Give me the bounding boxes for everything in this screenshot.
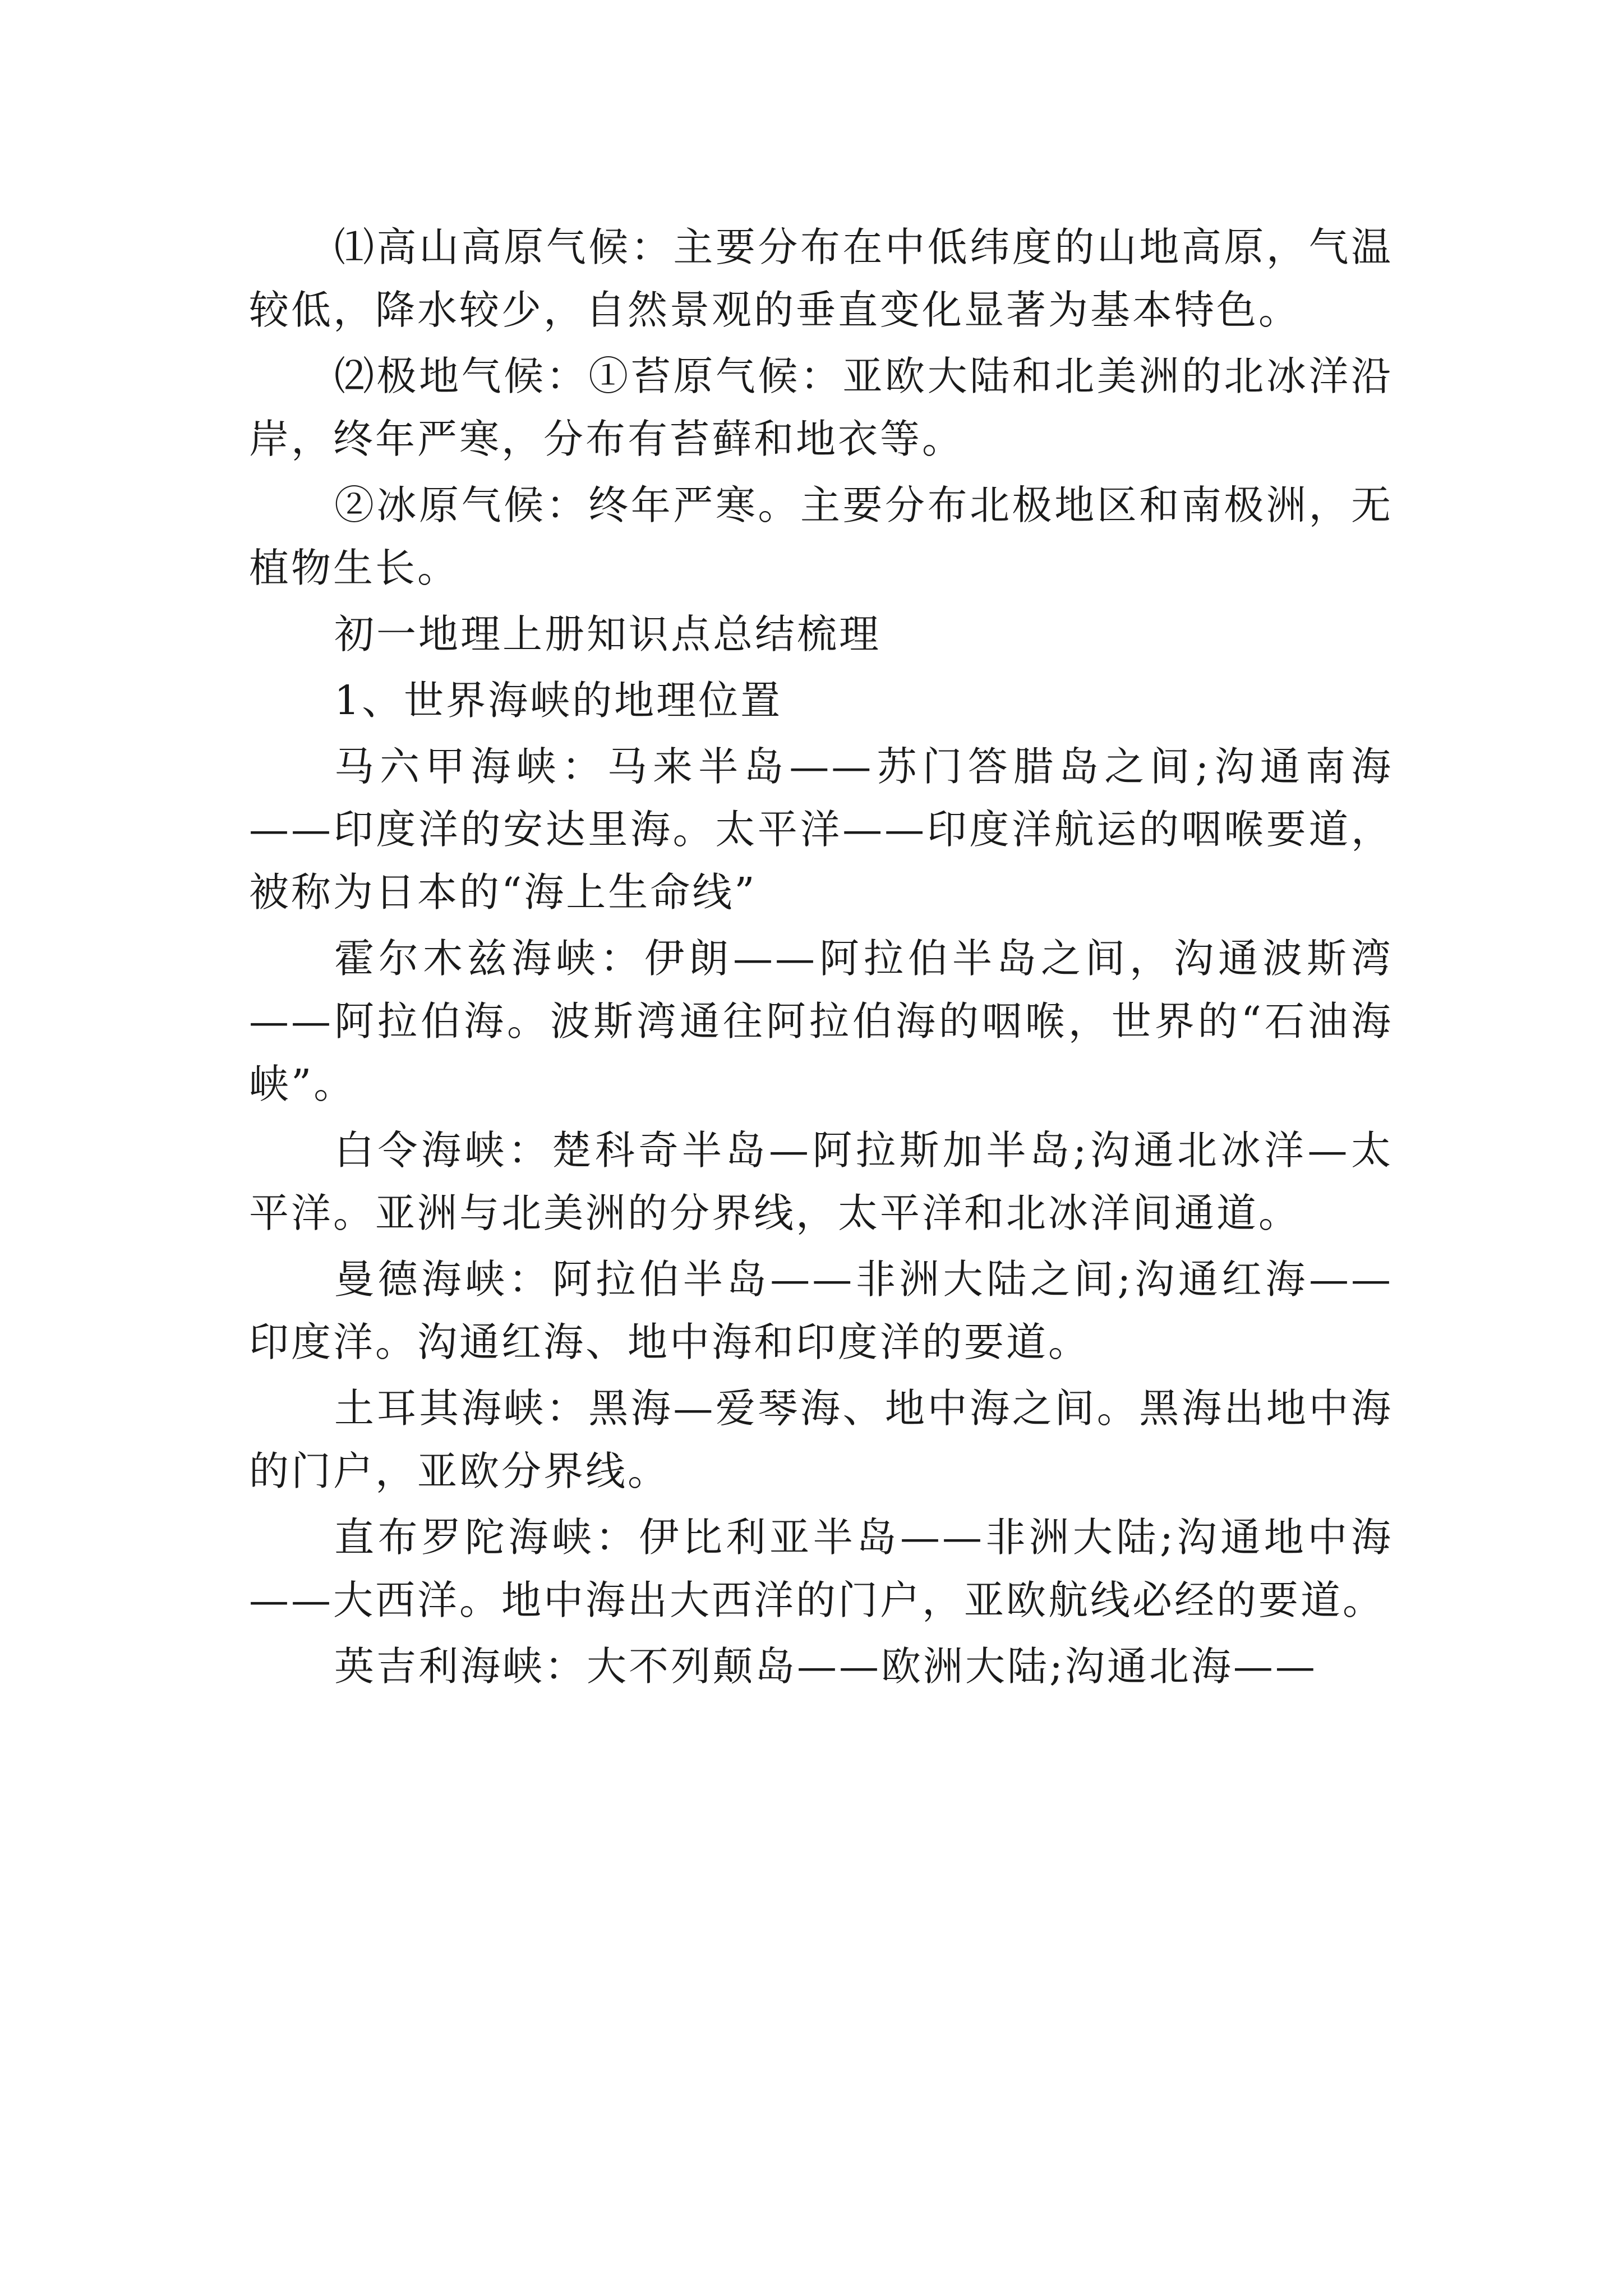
- paragraph-strait-malacca: 马六甲海峡：马来半岛——苏门答腊岛之间;沟通南海——印度洋的安达里海。太平洋——印度洋航运的咽喉要道，被称为日本的“海上生命线”: [249, 743, 1393, 915]
- paragraph-highland-climate: ⑴高山高原气候：主要分布在中低纬度的山地高原，气温较低，降水较少，自然景观的垂直变化显著为基本特色。: [249, 224, 1393, 333]
- paragraph-strait-english-channel: 英吉利海峡：大不列颠岛——欧洲大陆;沟通北海——: [334, 1643, 1317, 1690]
- section-title: 初一地理上册知识点总结梳理: [334, 611, 882, 657]
- paragraph-polar-climate: ⑵极地气候：①苔原气候：亚欧大陆和北美洲的北冰洋沿岸，终年严寒，分布有苔藓和地衣等。: [249, 353, 1393, 462]
- paragraph-strait-gibraltar: 直布罗陀海峡：伊比利亚半岛——非洲大陆;沟通地中海——大西洋。地中海出大西洋的门户，亚欧航线必经的要道。: [249, 1514, 1393, 1623]
- paragraph-ice-cap-climate: ②冰原气候：终年严寒。主要分布北极地区和南极洲，无植物生长。: [249, 482, 1393, 591]
- section-heading-straits: 1、世界海峡的地理位置: [334, 677, 783, 724]
- paragraph-strait-hormuz: 霍尔木兹海峡：伊朗——阿拉伯半岛之间，沟通波斯湾——阿拉伯海。波斯湾通往阿拉伯海的咽喉，世界的“石油海峡”。: [249, 935, 1393, 1107]
- paragraph-strait-mandeb: 曼德海峡：阿拉伯半岛——非洲大陆之间;沟通红海——印度洋。沟通红海、地中海和印度洋的要道。: [249, 1256, 1393, 1365]
- paragraph-strait-turkish: 土耳其海峡：黑海—爱琴海、地中海之间。黑海出地中海的门户，亚欧分界线。: [249, 1385, 1393, 1494]
- paragraph-strait-bering: 白令海峡：楚科奇半岛—阿拉斯加半岛;沟通北冰洋—太平洋。亚洲与北美洲的分界线，太平洋和北冰洋间通道。: [249, 1127, 1393, 1236]
- document-body: [249, 216, 1393, 1701]
